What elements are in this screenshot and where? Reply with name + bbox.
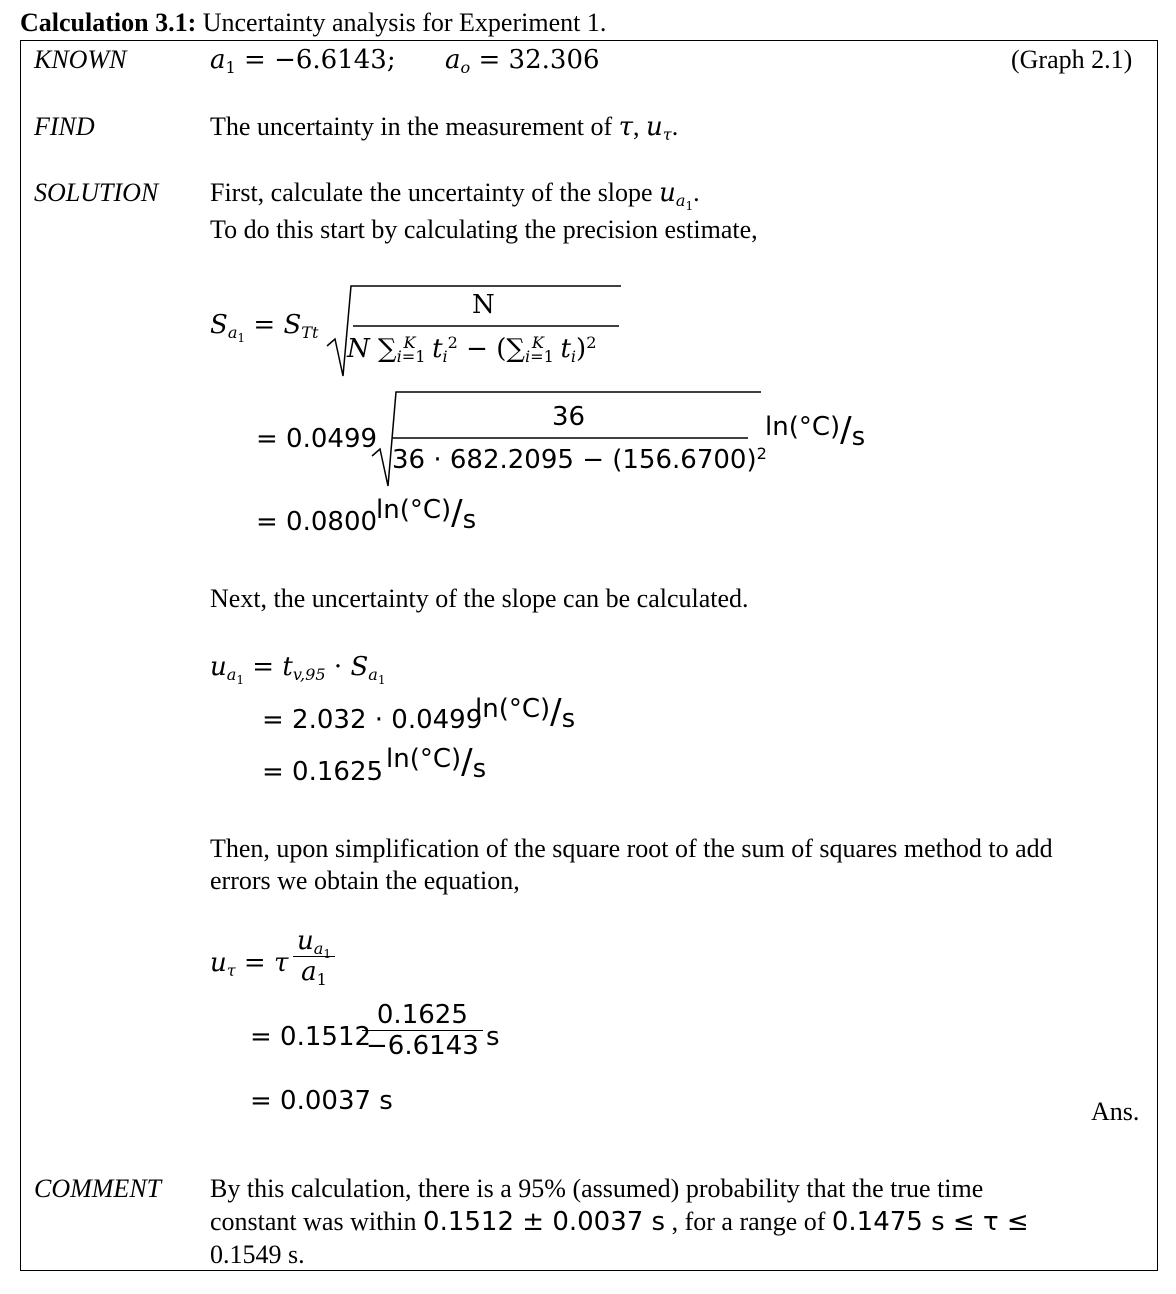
solution-label: SOLUTION xyxy=(34,178,159,207)
comment-line-2-c: , for a range of xyxy=(665,1207,832,1236)
unit-slash: / xyxy=(840,410,852,450)
unit-s: s xyxy=(851,422,866,452)
known-a0: $a_o = 32.306$ xyxy=(445,45,600,78)
calculation-description: Uncertainty analysis for Experiment 1. xyxy=(196,8,607,37)
slope-step2-unit xyxy=(475,692,575,732)
precision-step2-unit xyxy=(765,410,865,450)
precision-step2-prefix: = 0.0499 xyxy=(256,424,378,454)
known-reference: (Graph 2.1) xyxy=(1011,45,1133,74)
tau-fraction: $\frac{u_{a_1}}{a_1}$ xyxy=(293,926,335,987)
slope-step3-unit xyxy=(386,742,486,782)
comment-label: COMMENT xyxy=(34,1174,162,1203)
comment-range-bounds: 0.1475 s ≤ τ ≤ xyxy=(831,1207,1029,1237)
unit-ln: ln(°C) xyxy=(376,495,452,525)
known-a1-value: −6.6143; xyxy=(274,45,396,75)
then-text-line-1: Then, upon simplification of the square root of the sum of squares method to add xyxy=(210,834,1053,863)
tau-step2-prefix: = 0.1512 xyxy=(250,1022,372,1052)
tau-step2-numerator: 0.1625 xyxy=(376,1000,468,1030)
unit-s: s xyxy=(472,754,487,784)
unit-ln: ln(°C) xyxy=(765,412,841,442)
find-statement: The uncertainty in the measurement of xyxy=(210,112,619,141)
precision-denominator: N $\sum_{i=1}^K$ $t_i^2 - (\sum_{i=1}^K$ $t_i)^2$ xyxy=(347,333,597,367)
tau-uncertainty-lhs: $u_\tau = \tau$ xyxy=(210,948,289,981)
tau-step2-unit: s xyxy=(486,1022,500,1052)
precision-step2-numerator: 36 xyxy=(552,402,586,432)
tau-step2-fraction xyxy=(362,1000,483,1061)
unit-ln: ln(°C) xyxy=(386,744,462,774)
solution-line-1-text: First, calculate the uncertainty of the slope xyxy=(210,178,660,207)
unit-slash: / xyxy=(461,742,473,782)
comment-range-value: 0.1512 ± 0.0037 s xyxy=(423,1207,666,1237)
slope-step3: = 0.1625 xyxy=(262,757,384,787)
precision-step2-den-text: 36 · 682.2095 − (156.6700) xyxy=(392,445,757,475)
answer-label: Ans. xyxy=(1091,1097,1140,1126)
known-a0-value: 32.306 xyxy=(508,45,600,75)
precision-numerator: N xyxy=(472,290,495,320)
solution-line-1: First, calculate the uncertainty of the slope $u_{a_1}$. xyxy=(210,178,700,214)
t-subscript: v,95 xyxy=(292,665,326,685)
then-text-line-2: errors we obtain the equation, xyxy=(210,866,520,895)
tau-step3: = 0.0037 s xyxy=(250,1086,393,1116)
precision-step3: = 0.0800 xyxy=(256,507,378,537)
unit-slash: / xyxy=(451,493,463,533)
precision-step2-den-exp: 2 xyxy=(756,444,767,464)
comment-line-2 xyxy=(210,1207,1029,1237)
comment-line-1: By this calculation, there is a 95% (assumed) probability that the true time xyxy=(210,1174,984,1203)
precision-step2-denominator xyxy=(392,445,767,475)
unit-slash: / xyxy=(550,692,562,732)
precision-lhs: $S_{a_1} = S_{Tt}$ xyxy=(210,310,319,346)
solution-line-2: To do this start by calculating the precision estimate, xyxy=(210,215,758,244)
tau-step2-denominator: −6.6143 xyxy=(362,1030,483,1061)
slope-uncertainty-lhs: $u_{a_1} = t_{v,95} \cdot S_{a_1}$ xyxy=(210,652,386,688)
comment-line-3: 0.1549 s. xyxy=(210,1240,305,1269)
unit-s: s xyxy=(462,505,477,535)
calculation-number: Calculation 3.1: xyxy=(20,8,197,37)
precision-step3-unit xyxy=(376,493,476,533)
next-text: Next, the uncertainty of the slope can be calculated. xyxy=(210,584,749,613)
known-a1: $a_1 = -6.6143$; xyxy=(210,45,396,78)
unit-ln: ln(°C) xyxy=(475,694,551,724)
known-label: KNOWN xyxy=(34,45,127,74)
calculation-title xyxy=(20,8,606,38)
slope-step2: = 2.032 · 0.0499 xyxy=(262,705,483,735)
unit-s: s xyxy=(561,704,576,734)
find-label: FIND xyxy=(34,112,95,141)
find-text: The uncertainty in the measurement of τ, $u_\tau$. xyxy=(210,112,679,145)
comment-line-2-a: constant was within xyxy=(210,1207,424,1236)
